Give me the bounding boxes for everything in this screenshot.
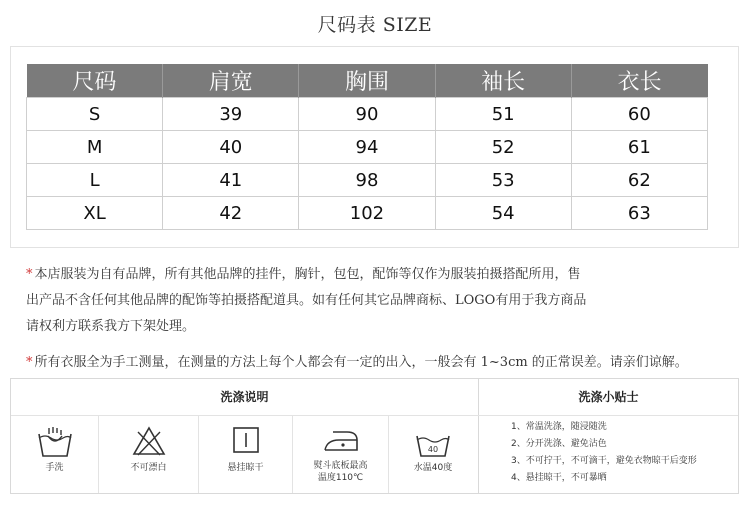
table-cell: 51 [435,98,571,131]
no-bleach-icon [132,426,166,456]
table-cell: 39 [163,98,299,131]
table-cell: 42 [163,197,299,230]
table-cell: 94 [299,131,435,164]
care-item-iron [293,416,389,493]
table-cell: 98 [299,164,435,197]
note-text: 本店服装为自有品牌，所有其他品牌的挂件，胸针，包包，配饰等仅作为服装拍摄搭配所用，售 [34,267,581,282]
care-instructions-title: 洗涤说明 [11,379,479,415]
note-1-line-2: 出产品不含任何其他品牌的配饰等拍摄搭配道具。如有任何其它品牌商标、LOGO有用于我方商品 [26,293,587,308]
hang-dry-icon [232,426,260,454]
list-item: 1、常温洗涤，随浸随洗 [511,422,607,432]
note-1-line-1 [26,262,726,288]
table-cell: L [27,164,163,197]
care-label [293,460,388,484]
table-row [27,98,708,131]
list-item: 3、不可拧干，不可滴干，避免衣物晾干后变形 [511,456,697,466]
note-star: * [26,267,33,282]
table-cell: 62 [571,164,707,197]
table-cell: XL [27,197,163,230]
care-label-line2: 温度110℃ [317,473,364,483]
care-label: 水温40度 [413,463,453,473]
notes-section [26,262,726,376]
header-size: 尺码 [27,64,163,98]
list-item: 4、悬挂晾干，不可暴晒 [511,473,607,483]
care-tips-list [511,419,697,487]
table-cell: 40 [163,131,299,164]
care-item-hang-dry [199,416,293,493]
header-chest: 胸围 [299,64,435,98]
page-title: 尺码表 SIZE [317,14,433,36]
care-item-no-bleach [99,416,199,493]
table-cell: 63 [571,197,707,230]
table-cell: 53 [435,164,571,197]
table-cell: 60 [571,98,707,131]
note-1-line-3: 请权利方联系我方下架处理。 [26,319,196,334]
table-row [27,164,708,197]
care-tips-title: 洗涤小贴士 [578,390,639,404]
table-cell: 102 [299,197,435,230]
care-label: 不可漂白 [130,463,167,473]
header-length: 衣长 [571,64,707,98]
size-table-header [27,64,708,98]
table-cell: 54 [435,197,571,230]
hand-wash-icon [35,426,75,460]
wash-40-icon [413,426,453,460]
iron-icon [321,426,361,454]
note-text: 所有衣服全为手工测量，在测量的方法上每个人都会有一定的出入，一般会有 1~3cm 的正常误差。请亲们谅解。 [34,355,688,370]
table-row [27,131,708,164]
header-sleeve: 袖长 [435,64,571,98]
table-cell: 41 [163,164,299,197]
care-panel [10,378,739,494]
table-cell: 61 [571,131,707,164]
care-item-wash-40 [389,416,477,493]
wash-temperature-badge: 40 [427,445,439,454]
care-label: 悬挂晾干 [227,463,264,473]
note-2 [26,350,726,376]
size-table [26,64,708,230]
note-star: * [26,355,33,370]
care-icons-row [11,416,479,493]
table-row [27,197,708,230]
list-item: 2、分开洗涤、避免沾色 [511,439,607,449]
care-label-line1: 熨斗底板最高 [313,461,368,471]
table-cell: 52 [435,131,571,164]
care-label: 手洗 [45,463,64,473]
table-cell: 90 [299,98,435,131]
table-cell: M [27,131,163,164]
table-cell: S [27,98,163,131]
header-shoulder: 肩宽 [163,64,299,98]
care-item-hand-wash [11,416,99,493]
